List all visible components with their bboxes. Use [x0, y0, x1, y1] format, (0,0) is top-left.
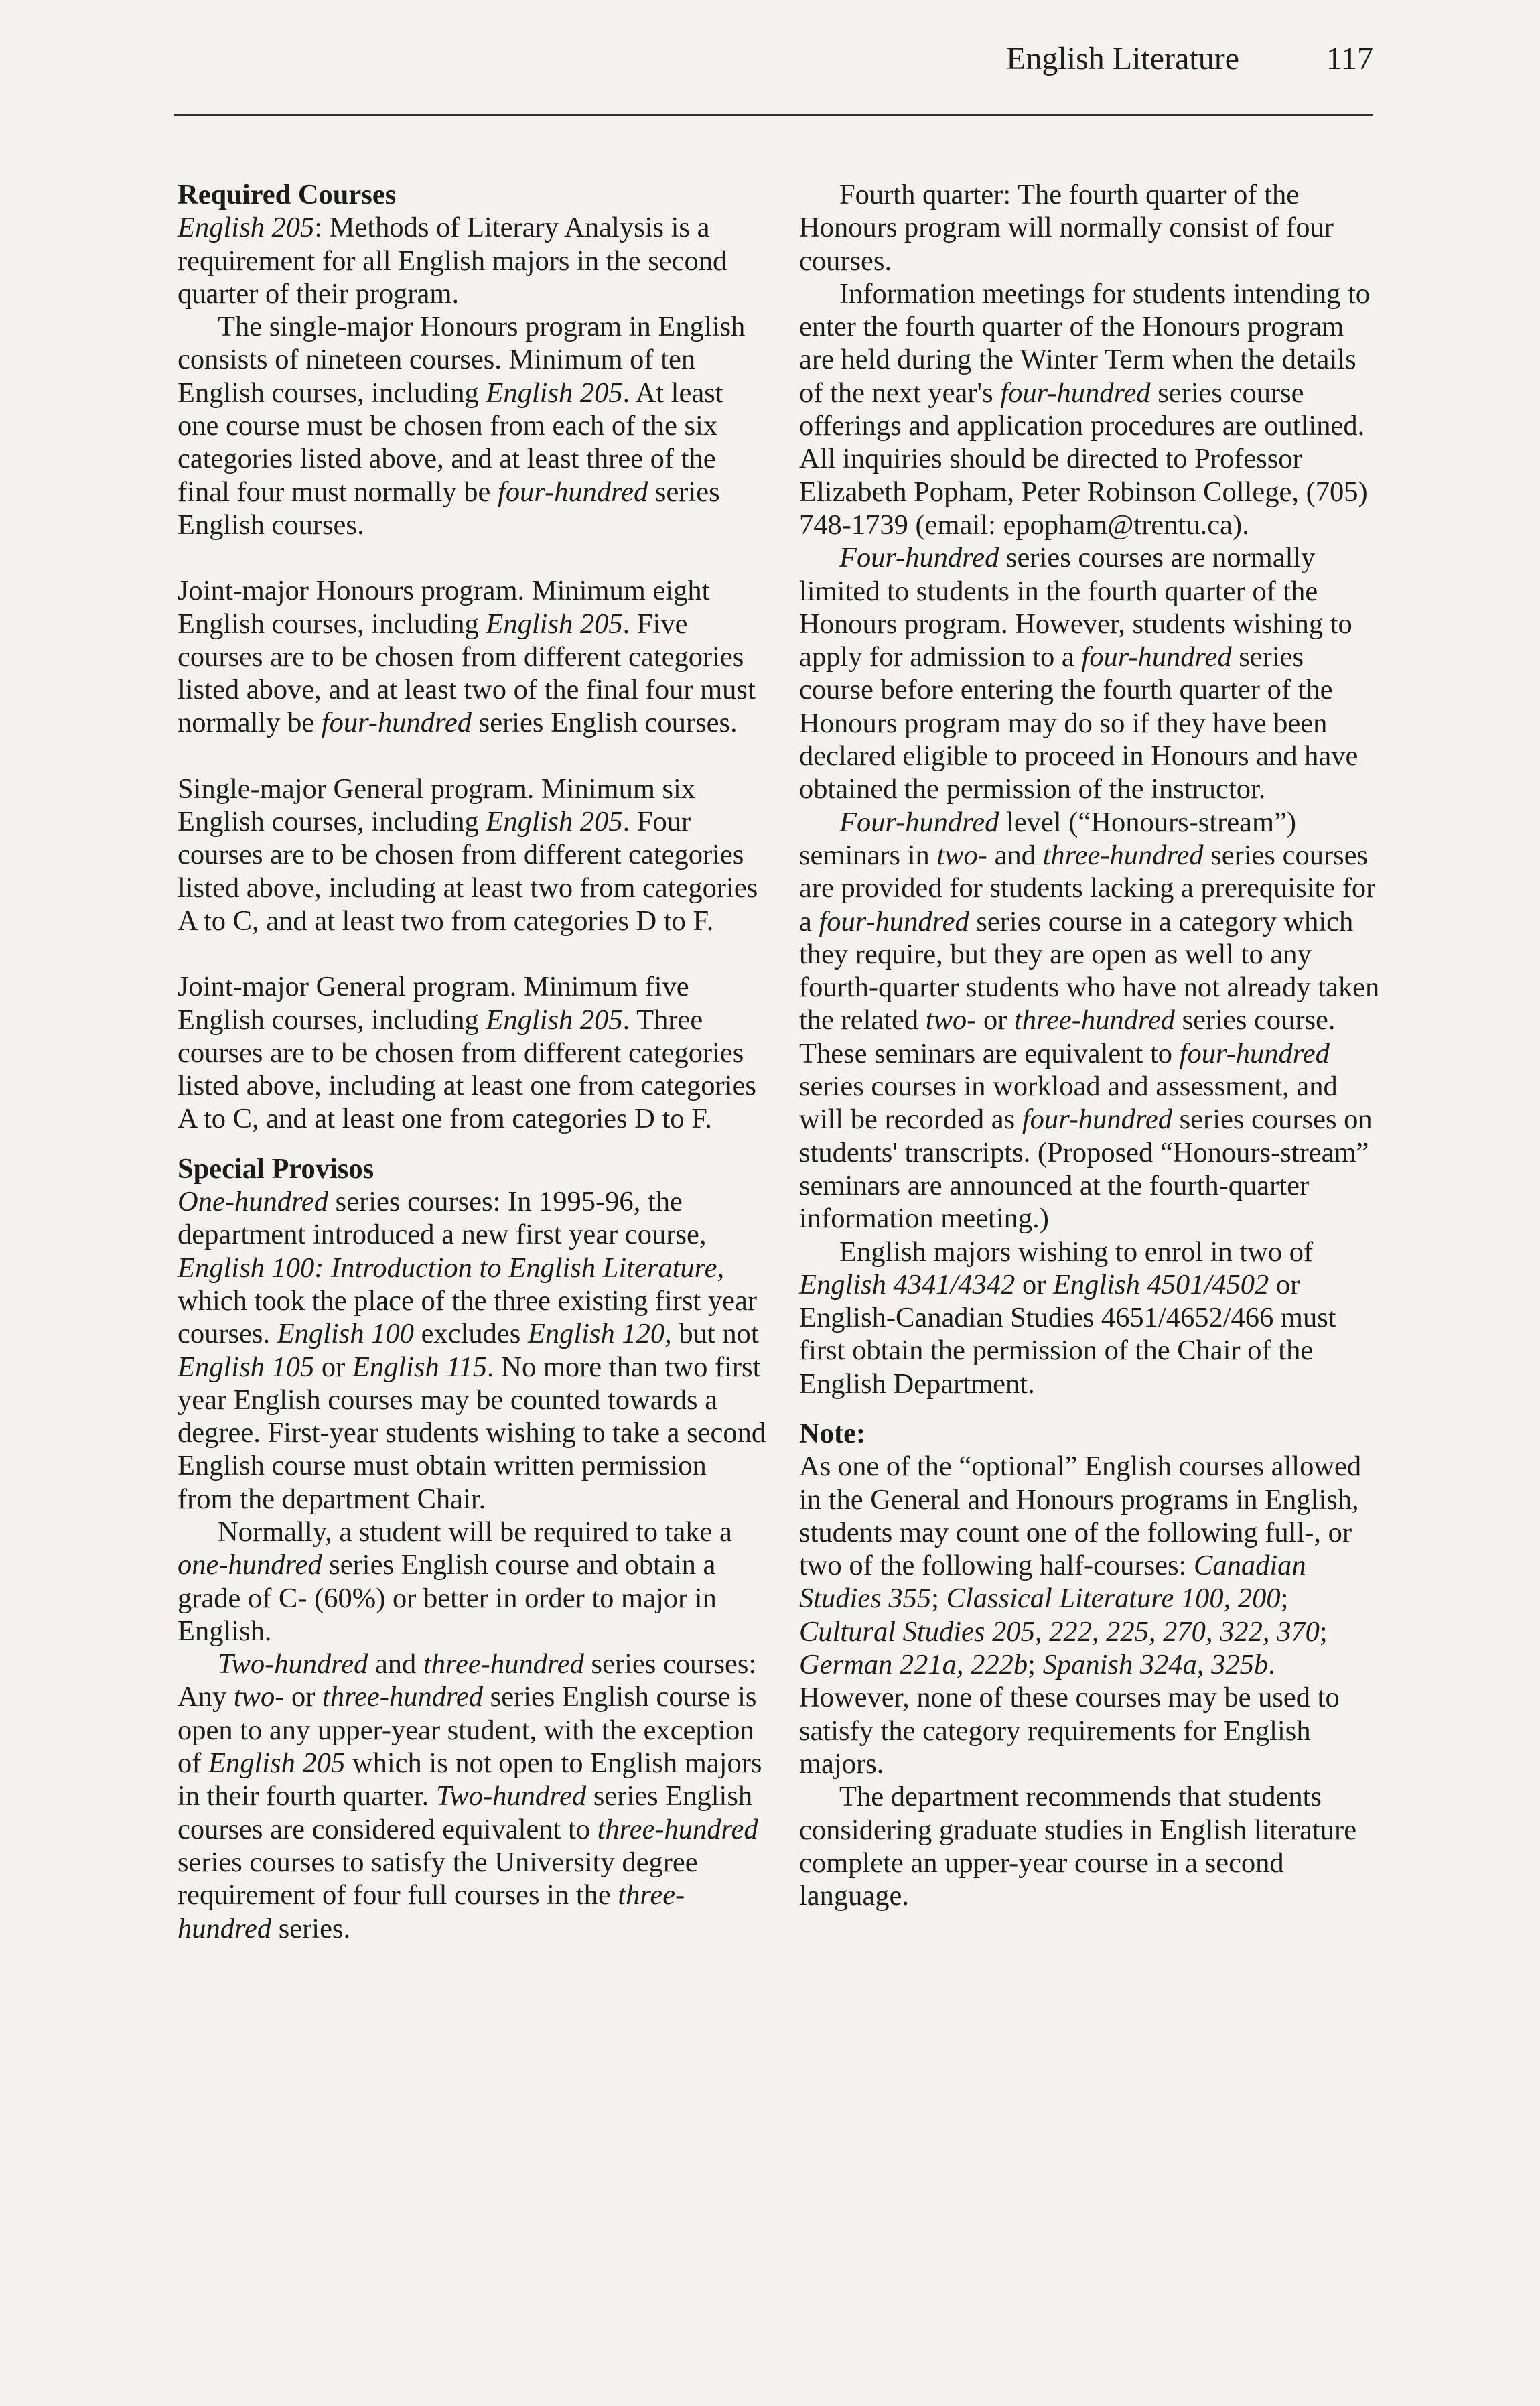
heading-note: Note:: [799, 1417, 866, 1449]
page-number: 117: [1326, 41, 1373, 76]
paragraph: Single-major General program. Minimum six English courses, including English 205. Four courses are to be chosen from different categories listed above, including at least two from categories A to C, and at least two from categories D to F.: [178, 773, 758, 937]
paragraph: Information meetings for students intending to enter the fourth quarter of the Honours program are held during the Winter Term when the details of the next year's four-hundred series course offerings and application procedures are outlined. All inquiries should be directed to Professor Elizabeth Popham, Peter Robinson College, (705) 748-1739 (email: epopham@trentu.ca).: [799, 277, 1371, 541]
paragraph: The department recommends that students considering graduate studies in English literature complete an upper-year course in a second language.: [799, 1781, 1357, 1912]
paragraph: English majors wishing to enrol in two of English 4341/4342 or English 4501/4502 or English-Canadian Studies 4651/4652/466 must first obtain the permission of the Chair of the English Department.: [799, 1235, 1336, 1400]
running-head: English Literature: [1006, 41, 1239, 76]
paragraph: Joint-major Honours program. Minimum eight English courses, including English 205. Five courses are to be chosen from different categories listed above, and at least two of the final four must normally be four-hundred series English courses.: [178, 575, 756, 739]
paragraph: Four-hundred series courses are normally limited to students in the fourth quarter of the Honours program. However, students wishing to apply for admission to a four-hundred series course before entering the fourth quarter of the Honours program may do so if they have been declared eligible to proceed in Honours and have obtained the permission of the instructor.: [799, 542, 1358, 805]
paragraph: Two-hundred and three-hundred series courses: Any two- or three-hundred series English course is open to any upper-year student, with the exception of English 205 which is not open to English majors in their fourth quarter. Two-hundred series English courses are considered equivalent to three-hundred series courses to satisfy the University degree requirement of four full courses in the three-hundred series.: [178, 1648, 762, 1944]
spacer: [799, 1400, 1382, 1417]
right-column: [799, 178, 1382, 1912]
paragraph: Fourth quarter: The fourth quarter of the Honours program will normally consist of four courses.: [799, 179, 1334, 277]
paragraph: The single-major Honours program in English consists of nineteen courses. Minimum of ten English courses, including English 205. At least one course must be chosen from each of the six categories listed above, and at least three of the final four must normally be four-hundred series English courses.: [178, 311, 746, 541]
spacer: [178, 1136, 767, 1152]
heading-special-provisos: Special Provisos: [178, 1152, 374, 1185]
paragraph: Normally, a student will be required to take a one-hundred series English course and obtain a grade of C- (60%) or better in order to major in English.: [178, 1516, 732, 1647]
paragraph: Joint-major General program. Minimum five English courses, including English 205. Three courses are to be chosen from different categories listed above, including at least one from categories A to C, and at least one from categories D to F.: [178, 971, 756, 1135]
page-header: [174, 40, 1373, 116]
paragraph: Four-hundred level (“Honours-stream”) seminars in two- and three-hundred series courses are provided for students lacking a prerequisite for a four-hundred series course in a category which they require, but they are open as well to any fourth-quarter students who have not already taken the related two- or three-hundred series course. These seminars are equivalent to four-hundred series courses in workload and assessment, and will be recorded as four-hundred series courses on students' transcripts. (Proposed “Honours-stream” seminars are announced at the fourth-quarter information meeting.): [799, 806, 1380, 1235]
heading-required-courses: Required Courses: [178, 179, 397, 210]
paragraph: English 205: Methods of Literary Analysis is a requirement for all English majors in the second quarter of their program.: [178, 212, 727, 310]
paragraph: One-hundred series courses: In 1995-96, the department introduced a new first year course, English 100: Introduction to English Literature, which took the place of the three existing first year courses. English 100 excludes English 120, but not English 105 or English 115. No more than two first year English courses may be counted towards a degree. First-year students wishing to take a second English course must obtain written permission from the department Chair.: [178, 1186, 766, 1515]
left-column: [178, 178, 767, 1945]
paragraph: As one of the “optional” English courses allowed in the General and Honours programs in English, students may count one of the following full-, or two of the following half-courses: Canadian Studies 355; Classical Literature 100, 200; Cultural Studies 205, 222, 225, 270, 322, 370; German 221a, 222b; Spanish 324a, 325b. However, none of these courses may be used to satisfy the category requirements for English majors.: [799, 1451, 1362, 1780]
